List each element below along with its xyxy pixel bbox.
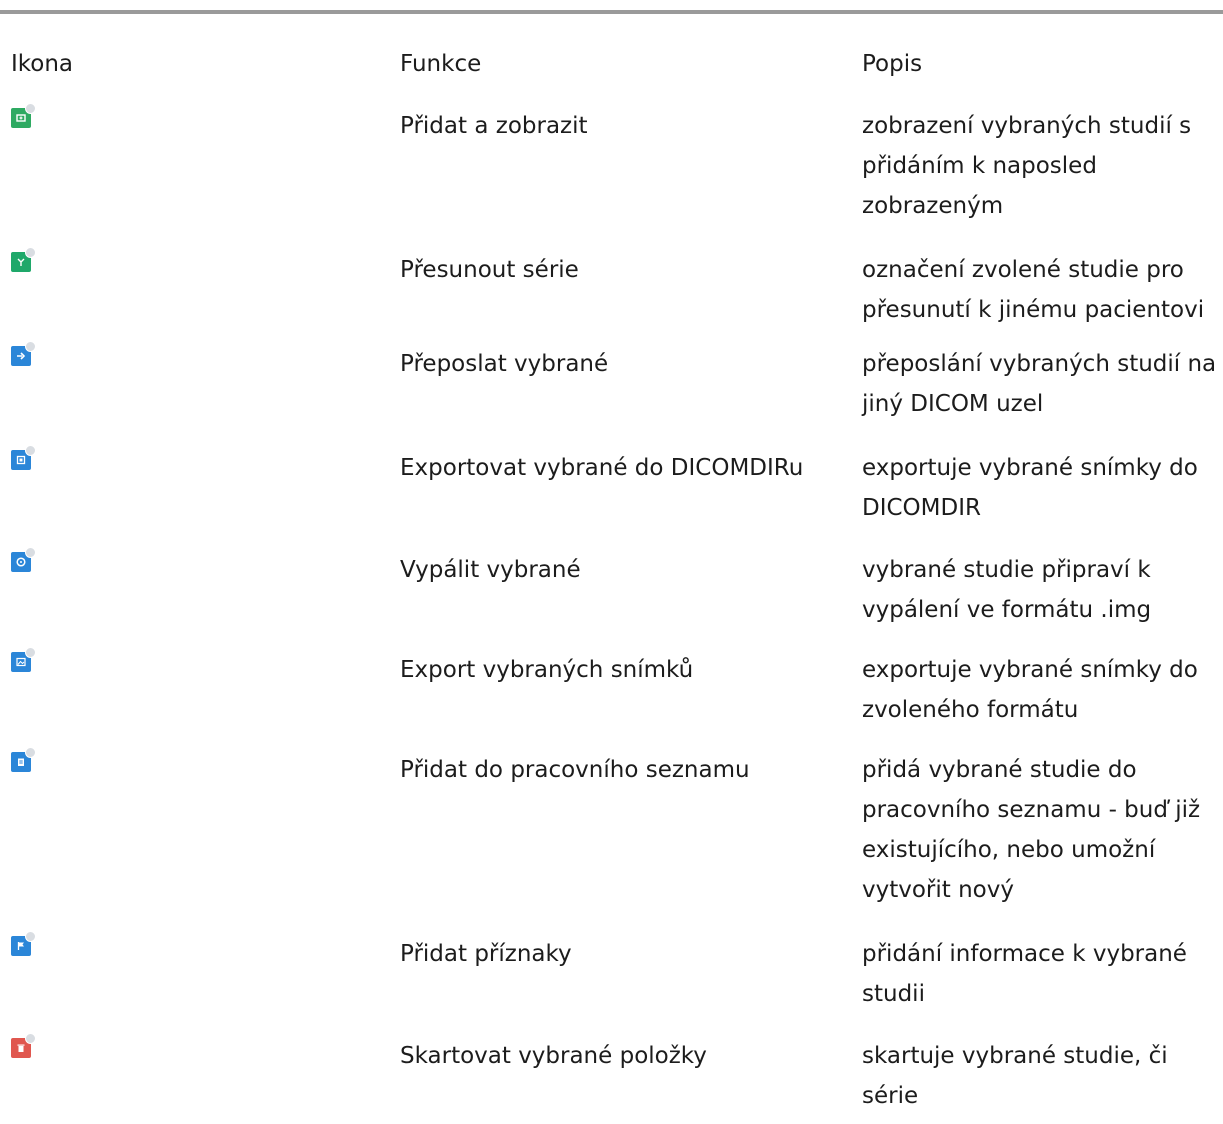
header-function: Funkce: [400, 51, 482, 77]
move-series-icon: [11, 252, 31, 272]
function-cell: Skartovat vybrané položky: [400, 1043, 707, 1069]
description-cell: exportuje vybrané snímky do zvoleného formátu: [862, 657, 1198, 723]
function-cell: Přeposlat vybrané: [400, 351, 609, 377]
header-icon: Ikona: [11, 51, 74, 77]
trash-icon: [11, 1038, 31, 1058]
description-cell: exportuje vybrané snímky do DICOMDIR: [862, 455, 1198, 521]
description-cell: skartuje vybrané studie, či série: [862, 1043, 1168, 1109]
add-and-view-icon: [11, 108, 31, 128]
export-dicomdir-icon: [11, 450, 31, 470]
burn-disc-icon: [11, 552, 31, 572]
function-cell: Vypálit vybrané: [400, 557, 581, 583]
description-cell: vybrané studie připraví k vypálení ve formátu .img: [862, 557, 1152, 623]
forward-icon: [11, 346, 31, 366]
export-images-icon: [11, 652, 31, 672]
header-description: Popis: [862, 51, 923, 77]
description-cell: přeposlání vybraných studií na jiný DICOM uzel: [862, 351, 1217, 417]
function-cell: Přesunout série: [400, 257, 579, 283]
function-cell: Přidat a zobrazit: [400, 113, 588, 139]
table-top-rule: [0, 10, 1223, 14]
description-cell: přidání informace k vybrané studii: [862, 941, 1187, 1007]
description-cell: přidá vybrané studie do pracovního seznamu - buď již existujícího, nebo umožní vytvořit nový: [862, 757, 1201, 903]
function-cell: Exportovat vybrané do DICOMDIRu: [400, 455, 804, 481]
description-cell: zobrazení vybraných studií s přidáním k naposled zobrazeným: [862, 113, 1192, 219]
function-cell: Export vybraných snímků: [400, 657, 694, 683]
description-cell: označení zvolené studie pro přesunutí k jinému pacientovi: [862, 257, 1205, 323]
function-cell: Přidat příznaky: [400, 941, 572, 967]
function-cell: Přidat do pracovního seznamu: [400, 757, 750, 783]
flag-icon: [11, 936, 31, 956]
worklist-icon: [11, 752, 31, 772]
